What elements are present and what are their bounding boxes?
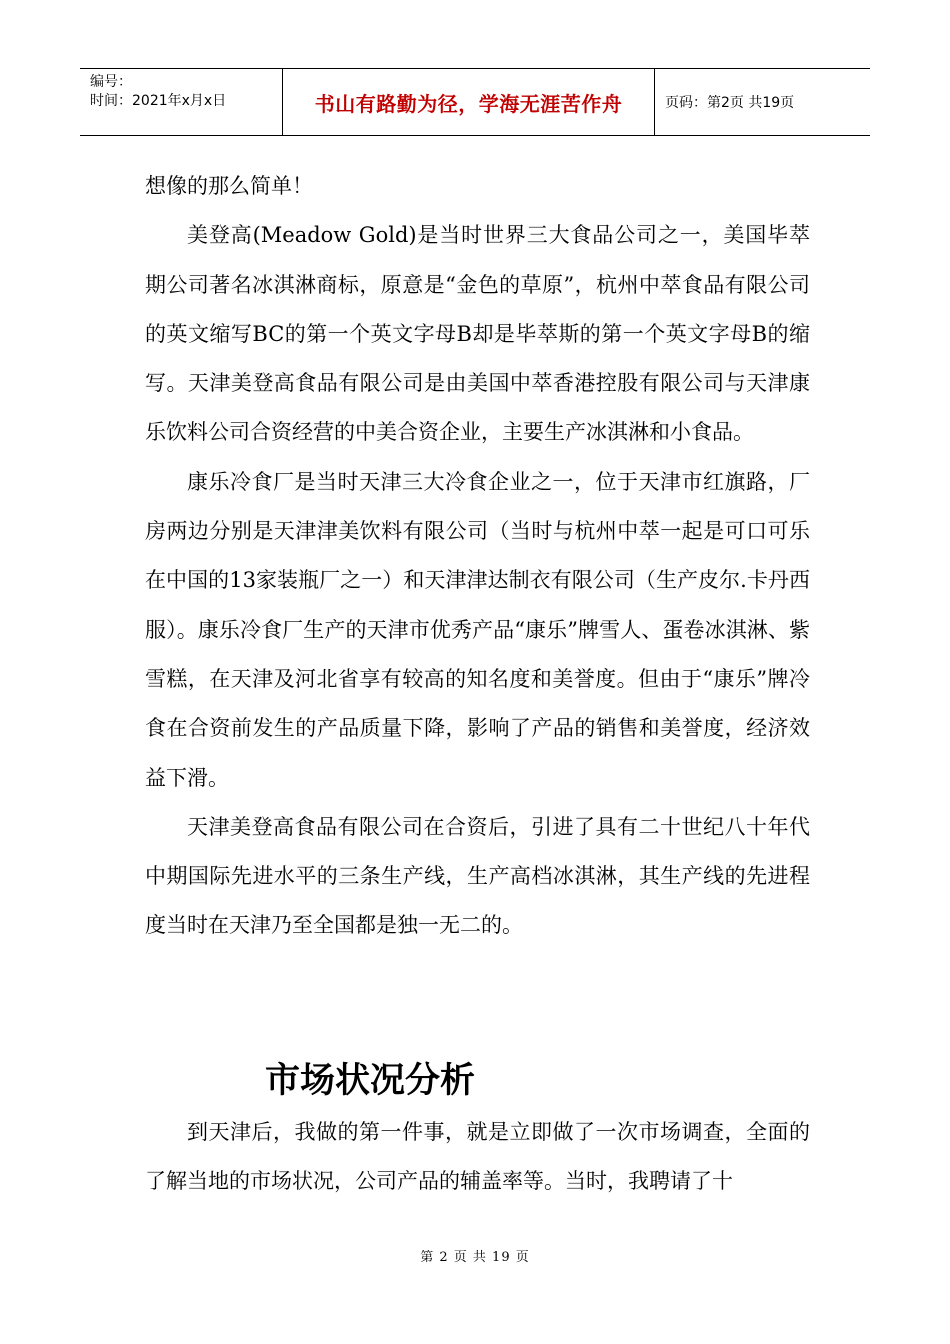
page-header bbox=[80, 68, 870, 136]
header-page-info: 页码：第2页 共19页 bbox=[665, 95, 795, 111]
document-number-label: 编号： bbox=[90, 74, 132, 90]
paragraph-continuation: 想像的那么简单！ bbox=[145, 174, 313, 198]
section-heading: 市场状况分析 bbox=[265, 1061, 476, 1101]
document-time-label: 时间：2021年x月x日 bbox=[90, 93, 227, 109]
paragraph-meadow-gold: 美登高(Meadow Gold)是当时世界三大食品公司之一，美国毕萃期公司著名冰淇淋商标，原意是“金色的草原”，杭州中萃食品有限公司的英文缩写BC的第一个英文字母B却是毕萃斯的第一个英文字母B的缩写。天津美登高食品有限公司是由美国中萃香港控股有限公司与天津康乐饮料公司合资经营的中美合资企业，主要生产冰淇淋和小食品。 bbox=[145, 223, 810, 445]
header-meta-cell bbox=[80, 69, 283, 135]
body-text bbox=[145, 162, 810, 951]
header-motto: 书山有路勤为径，学海无涯苦作舟 bbox=[283, 69, 655, 135]
paragraph-kangle-factory: 康乐冷食厂是当时天津三大冷食企业之一，位于天津市红旗路，厂房两边分别是天津津美饮料有限公司（当时与杭州中萃一起是可口可乐在中国的13家装瓶厂之一）和天津津达制衣有限公司（生产皮尔.卡丹西服）。康乐冷食厂生产的天津市优秀产品“康乐”牌雪人、蛋卷冰淇淋、紫雪糕，在天津及河北省享有较高的知名度和美誉度。但由于“康乐”牌冷食在合资前发生的产品质量下降，影响了产品的销售和美誉度，经济效益下滑。 bbox=[145, 469, 810, 790]
paragraph-market-survey: 到天津后，我做的第一件事，就是立即做了一次市场调查，全面的了解当地的市场状况，公司产品的辅盖率等。当时，我聘请了十 bbox=[145, 1120, 810, 1194]
page-footer: 第 2 页 共 19 页 bbox=[420, 1250, 530, 1265]
section-body-text bbox=[145, 1108, 810, 1207]
paragraph-production-lines: 天津美登高食品有限公司在合资后，引进了具有二十世纪八十年代中期国际先进水平的三条生产线，生产高档冰淇淋，其生产线的先进程度当时在天津乃至全国都是独一无二的。 bbox=[145, 814, 810, 938]
